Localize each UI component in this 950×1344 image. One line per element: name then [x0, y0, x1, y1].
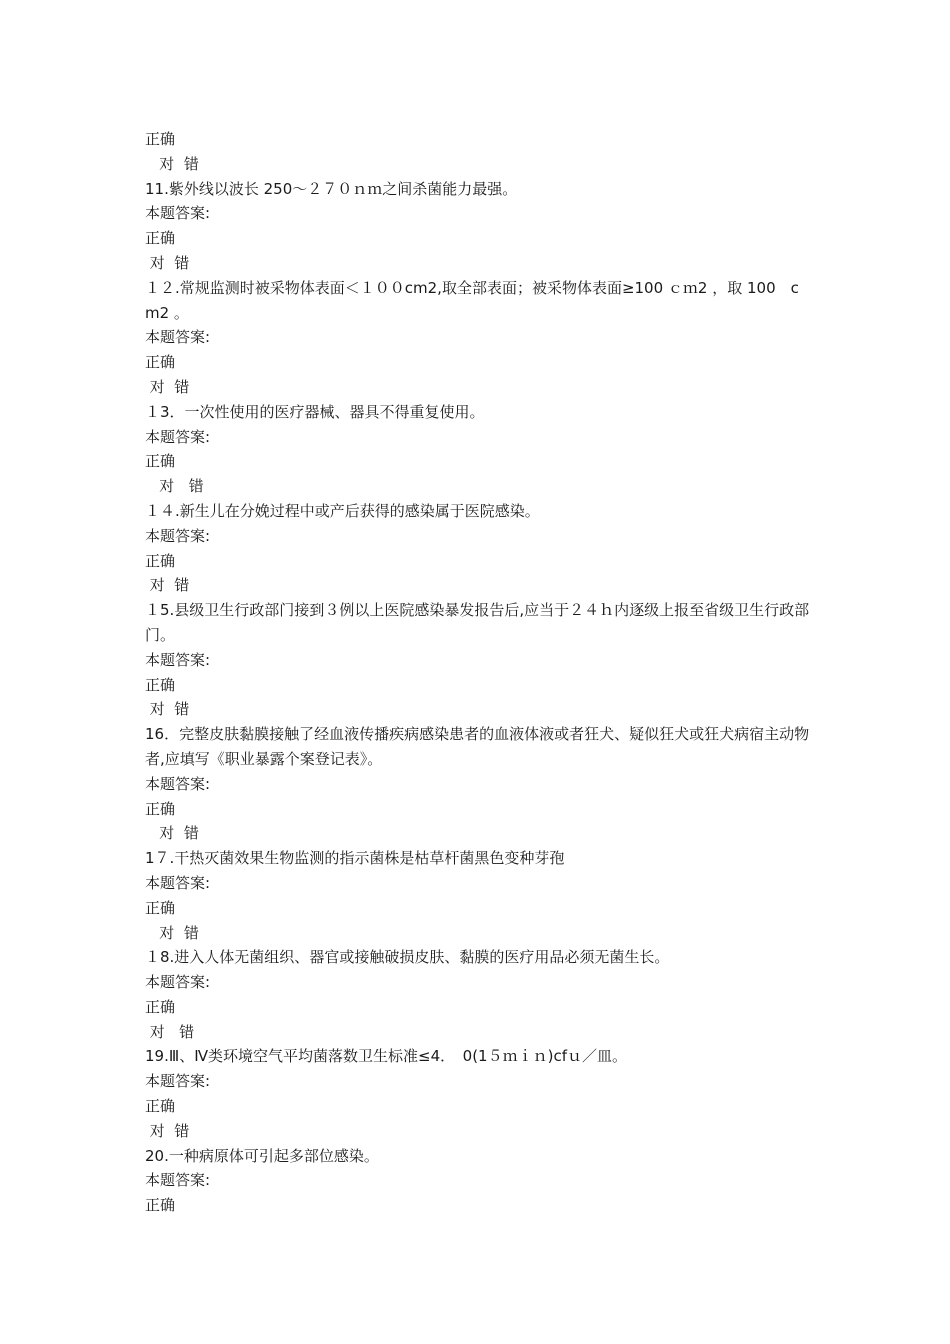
- answer-options: 对 错: [145, 923, 199, 942]
- answer-options: 对 错: [145, 576, 190, 595]
- question-text: １5.县级卫生行政部门接到３例以上医院感染暴发报告后,应当于２４ｈ内逐级上报至省级卫生行政部门。: [145, 601, 810, 644]
- question-text: 1７.干热灭菌效果生物监测的指示菌株是枯草杆菌黑色变种芽孢: [145, 849, 565, 868]
- answer-label: 本题答案:: [145, 204, 211, 223]
- answer-label: 本题答案:: [145, 774, 211, 793]
- answer-value: 正确: [145, 1196, 176, 1215]
- answer-value: 正确: [145, 551, 176, 570]
- question-text: １４.新生儿在分娩过程中或产后获得的感染属于医院感染。: [145, 501, 540, 520]
- answer-value: 正确: [145, 997, 176, 1016]
- document-page: [145, 127, 813, 1218]
- answer-label: 本题答案:: [145, 427, 211, 446]
- answer-options: 对 错: [145, 1121, 190, 1140]
- answer-value: 正确: [145, 898, 176, 917]
- answer-value: 正确: [145, 675, 176, 694]
- answer-value: 正确: [145, 1097, 176, 1116]
- answer-value: 正确: [145, 229, 176, 248]
- answer-value: 正确: [145, 799, 176, 818]
- answer-options: 对 错: [145, 477, 204, 496]
- answer-options: 对 错: [145, 377, 190, 396]
- answer-label: 本题答案:: [145, 1171, 211, 1190]
- question-text: １3．一次性使用的医疗器械、器具不得重复使用。: [145, 402, 485, 421]
- answer-options: 对 错: [145, 1022, 195, 1041]
- answer-options: 对 错: [145, 253, 190, 272]
- answer-options: 对 错: [145, 154, 199, 173]
- question-text: １２.常规监测时被采物体表面＜１００cm2,取全部表面；被采物体表面≥100 ｃｍ2 ，取 100 cm2 。: [145, 278, 799, 322]
- answer-label: 本题答案:: [145, 973, 211, 992]
- question-text: 19.Ⅲ、Ⅳ类环境空气平均菌落数卫生标准≤4． 0(1５ｍｉｎ)cfｕ／皿。: [145, 1047, 627, 1066]
- answer-value: 正确: [145, 353, 176, 372]
- answer-label: 本题答案:: [145, 873, 211, 892]
- question-text: １8.进入人体无菌组织、器官或接触破损皮肤、黏膜的医疗用品必须无菌生长。: [145, 948, 670, 967]
- answer-value: 正确: [145, 452, 176, 471]
- answer-options: 对 错: [145, 700, 190, 719]
- answer-options: 对 错: [145, 824, 199, 843]
- question-text: 11.紫外线以波长 250～２７０ｎｍ之间杀菌能力最强。: [145, 179, 518, 198]
- answer-value: 正确: [145, 130, 176, 148]
- answer-label: 本题答案:: [145, 650, 211, 669]
- answer-label: 本题答案:: [145, 526, 211, 545]
- answer-label: 本题答案:: [145, 328, 211, 347]
- question-text: 16．完整皮肤黏膜接触了经血液传播疾病感染患者的血液体液或者狂犬、疑似狂犬或狂犬病宿主动物者,应填写《职业暴露个案登记表》。: [145, 725, 810, 768]
- question-text: 20.一种病原体可引起多部位感染。: [145, 1146, 379, 1165]
- answer-label: 本题答案:: [145, 1072, 211, 1091]
